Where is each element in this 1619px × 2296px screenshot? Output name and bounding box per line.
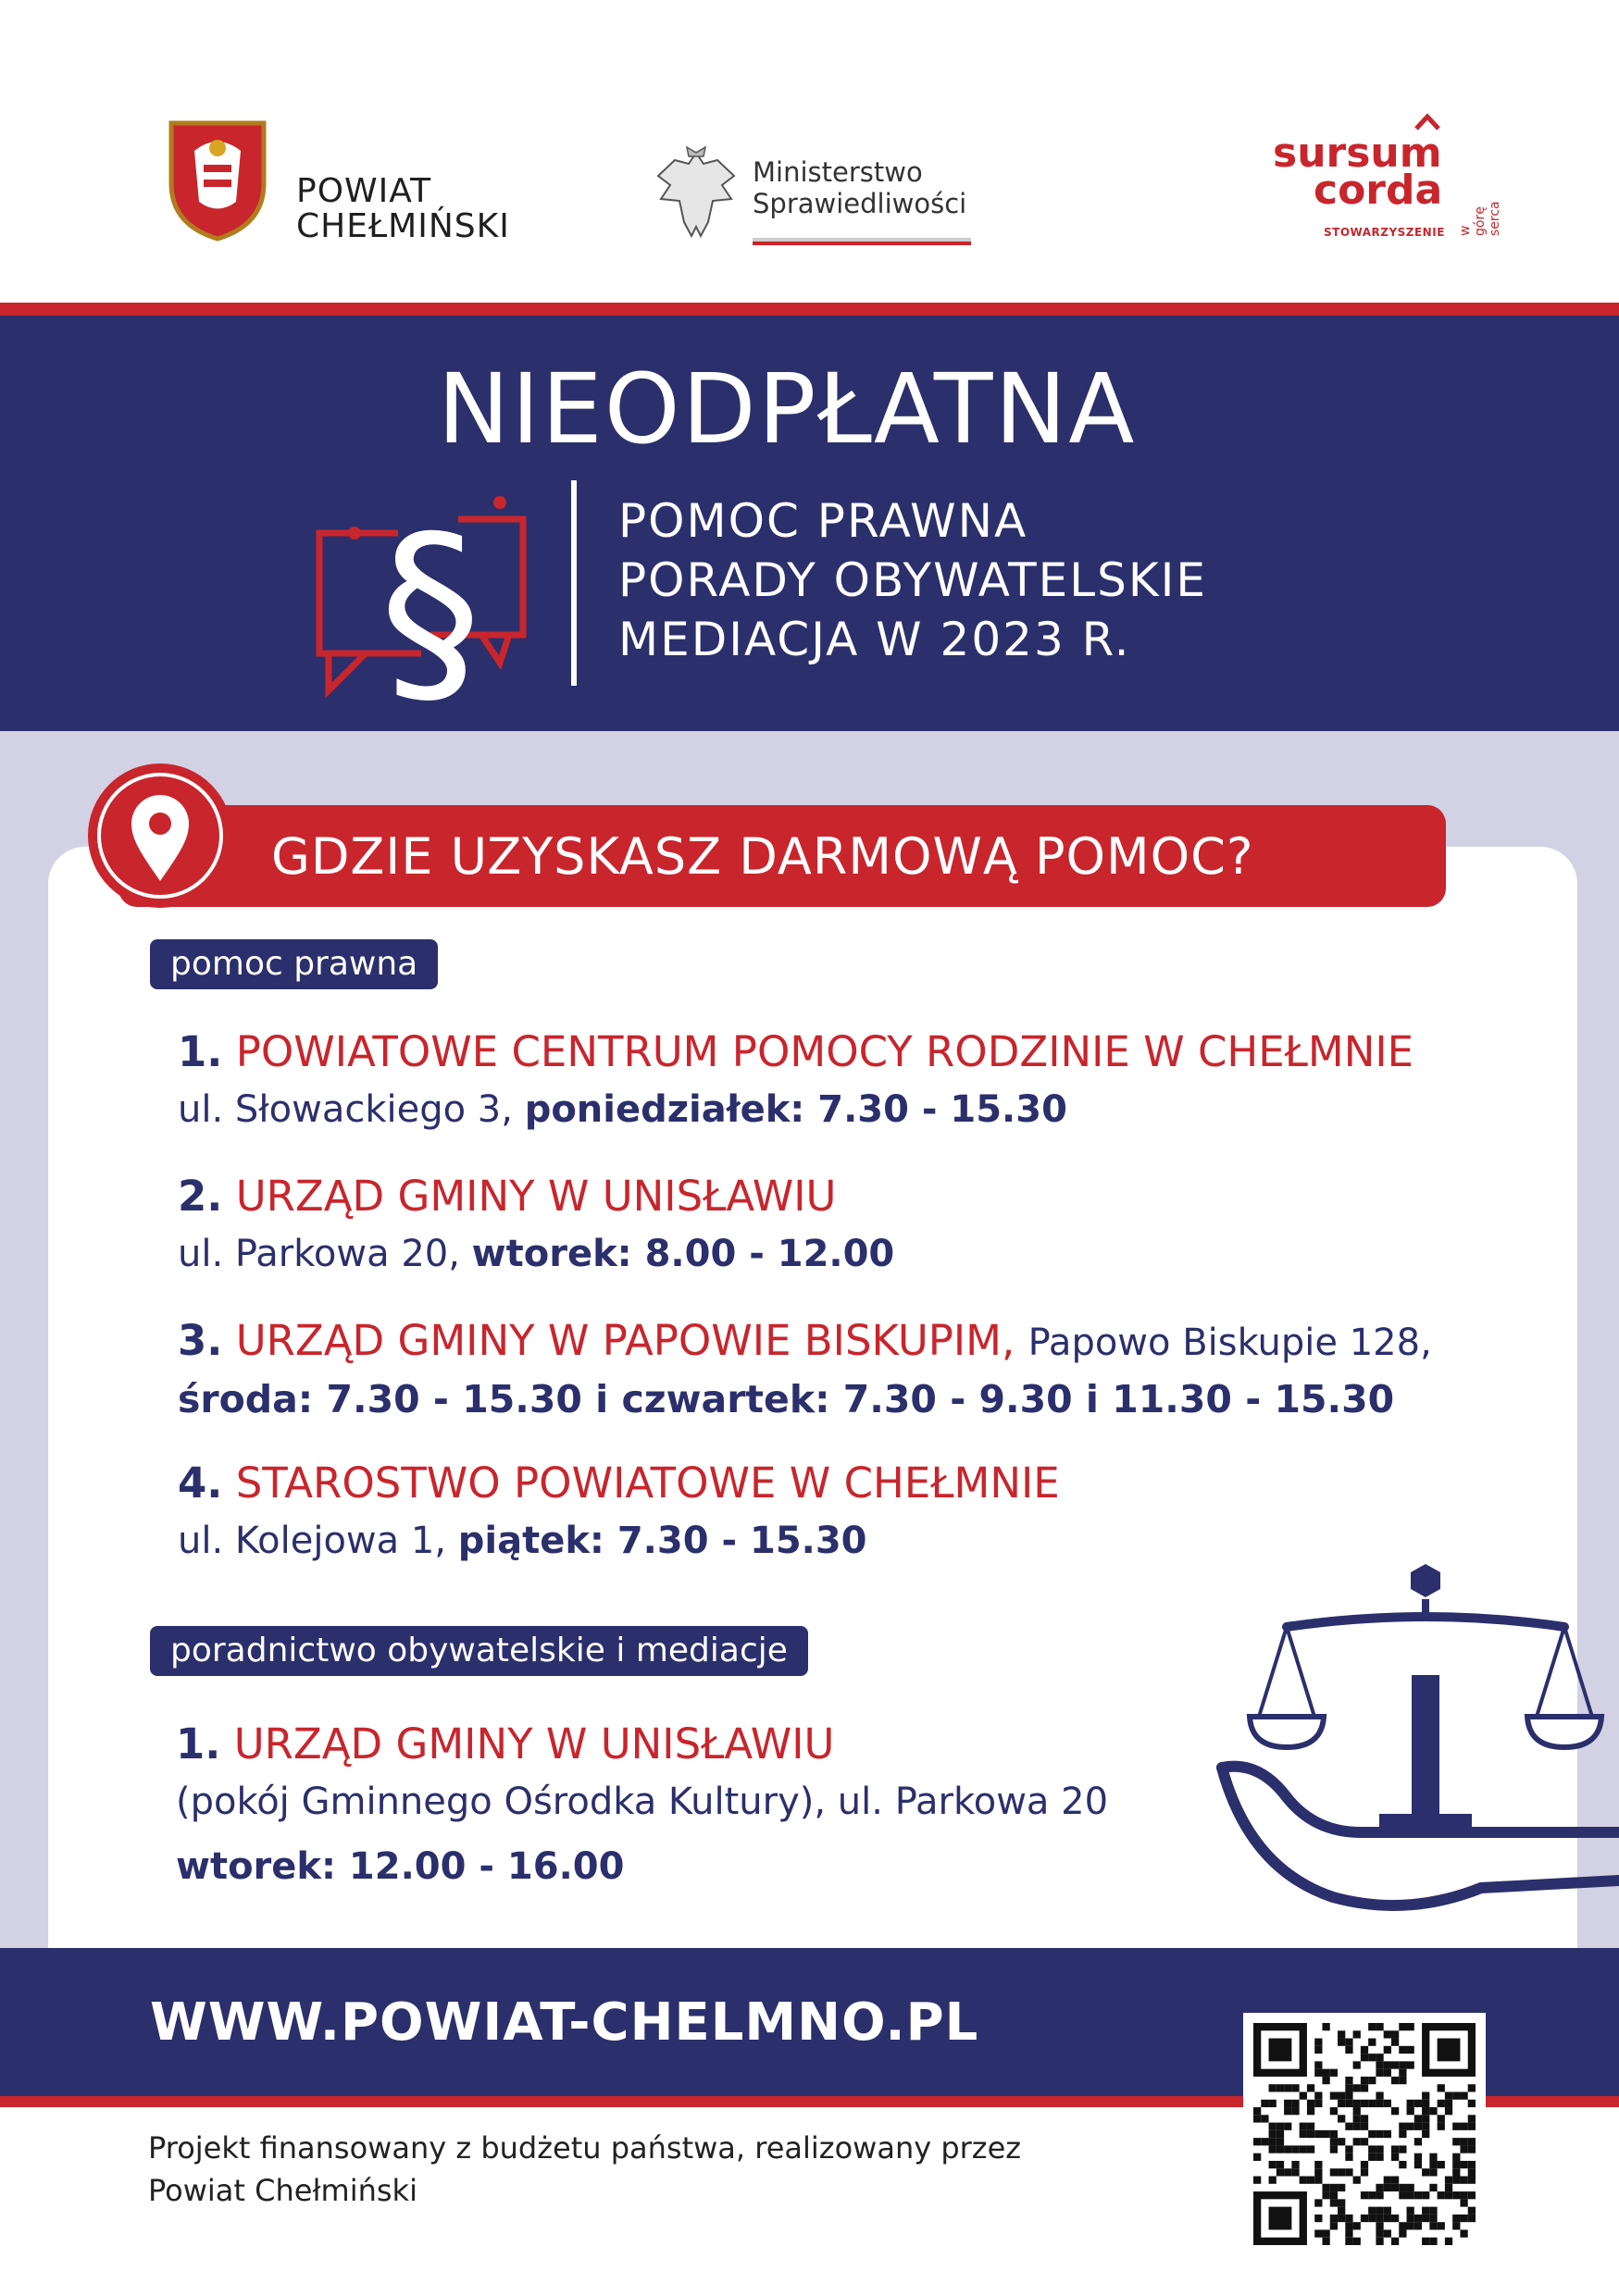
svg-text:§: §	[380, 492, 481, 704]
entry-name: URZĄD GMINY W PAPOWIE BISKUPIM,	[235, 1316, 1015, 1365]
website-link[interactable]: WWW.POWIAT-CHELMNO.PL	[150, 1992, 979, 2053]
paragraph-speech-bubbles-icon	[310, 482, 546, 704]
legal-aid-entry-3-hours: środa: 7.30 - 15.30 i czwartek: 7.30 - 9.30 i 11.30 - 15.30	[178, 1377, 1395, 1421]
legal-aid-entry-2-heading	[178, 1172, 836, 1221]
scales-in-hand-icon	[1203, 1555, 1619, 1953]
sursum-corda-logo	[1273, 111, 1502, 250]
entry-name: URZĄD GMINY W UNISŁAWIU	[233, 1719, 835, 1769]
qr-code-icon	[1253, 2023, 1476, 2245]
page-title: NIEODPŁATNA	[437, 353, 1137, 465]
ministry-name-line2: Sprawiedliwości	[753, 188, 967, 219]
ministry-name-line1: Ministerstwo	[753, 156, 923, 188]
entry-name: STAROSTWO POWIATOWE W CHEŁMNIE	[235, 1458, 1060, 1508]
entry-hours: piątek: 7.30 - 15.30	[457, 1520, 867, 1562]
entry-number: 3.	[178, 1316, 223, 1365]
entry-number: 2.	[178, 1172, 223, 1221]
powiat-logo	[167, 111, 518, 250]
civic-advice-badge: poradnictwo obywatelskie i mediacje	[150, 1626, 808, 1676]
ministry-logo	[653, 143, 986, 254]
motto-text: w górę serca	[1458, 201, 1502, 236]
banner-line-2: PORADY OBYWATELSKIE	[618, 553, 1207, 607]
corda-text: corda	[1314, 167, 1443, 214]
entry-hours: wtorek: 8.00 - 12.00	[471, 1233, 895, 1275]
entry-number: 1.	[178, 1027, 223, 1076]
flag-stripe-red	[753, 242, 971, 245]
legal-aid-entry-1-heading	[178, 1027, 1414, 1076]
coat-of-arms-icon	[167, 118, 268, 243]
legal-aid-entry-4-details	[178, 1520, 867, 1562]
entry-address: ul. Kolejowa 1,	[178, 1520, 458, 1562]
caret-icon	[1414, 113, 1441, 131]
entry-number: 4.	[178, 1458, 223, 1508]
stowarzyszenie-text: STOWARZYSZENIE	[1324, 226, 1445, 239]
location-pin-icon	[85, 761, 235, 911]
entry-name: URZĄD GMINY W UNISŁAWIU	[235, 1172, 837, 1221]
entry-address: Papowo Biskupie 128,	[1027, 1322, 1432, 1364]
banner-line-1: POMOC PRAWNA	[618, 494, 1028, 548]
legal-aid-badge: pomoc prawna	[150, 939, 438, 989]
entry-address: ul. Słowackiego 3,	[178, 1088, 525, 1131]
sursum-text: sursum	[1273, 130, 1442, 177]
qr-code	[1243, 2013, 1486, 2255]
civic-entry-1-hours: wtorek: 12.00 - 16.00	[176, 1845, 625, 1888]
banner-divider	[571, 480, 577, 686]
legal-aid-entry-3-heading	[178, 1316, 1432, 1365]
civic-entry-1-address: (pokój Gminnego Ośrodka Kultury), ul. Parkowa 20	[176, 1781, 1109, 1823]
entry-hours: poniedziałek: 7.30 - 15.30	[524, 1088, 1067, 1131]
civic-entry-1-heading	[176, 1719, 834, 1769]
entry-number: 1.	[176, 1719, 221, 1769]
where-heading	[118, 805, 1446, 907]
banner-line-3: MEDIACJA W 2023 R.	[618, 613, 1131, 666]
entry-name: POWIATOWE CENTRUM POMOCY RODZINIE W CHEŁMNIE	[235, 1027, 1414, 1076]
entry-address: ul. Parkowa 20,	[178, 1233, 472, 1275]
funding-note-line1: Projekt finansowany z budżetu państwa, realizowany przez	[148, 2130, 1022, 2166]
legal-aid-entry-1-details	[178, 1088, 1067, 1131]
eagle-emblem-icon	[653, 143, 741, 245]
powiat-name-line1: POWIAT	[296, 172, 432, 210]
banner-top-line	[0, 303, 1619, 316]
title-banner	[0, 316, 1619, 731]
legal-aid-entry-4-heading	[178, 1458, 1060, 1508]
funding-note-line2: Powiat Chełmiński	[148, 2173, 417, 2208]
legal-aid-entry-2-details	[178, 1233, 894, 1275]
where-heading-text: GDZIE UZYSKASZ DARMOWĄ POMOC?	[271, 826, 1254, 886]
powiat-name-line2: CHEŁMIŃSKI	[296, 207, 510, 245]
